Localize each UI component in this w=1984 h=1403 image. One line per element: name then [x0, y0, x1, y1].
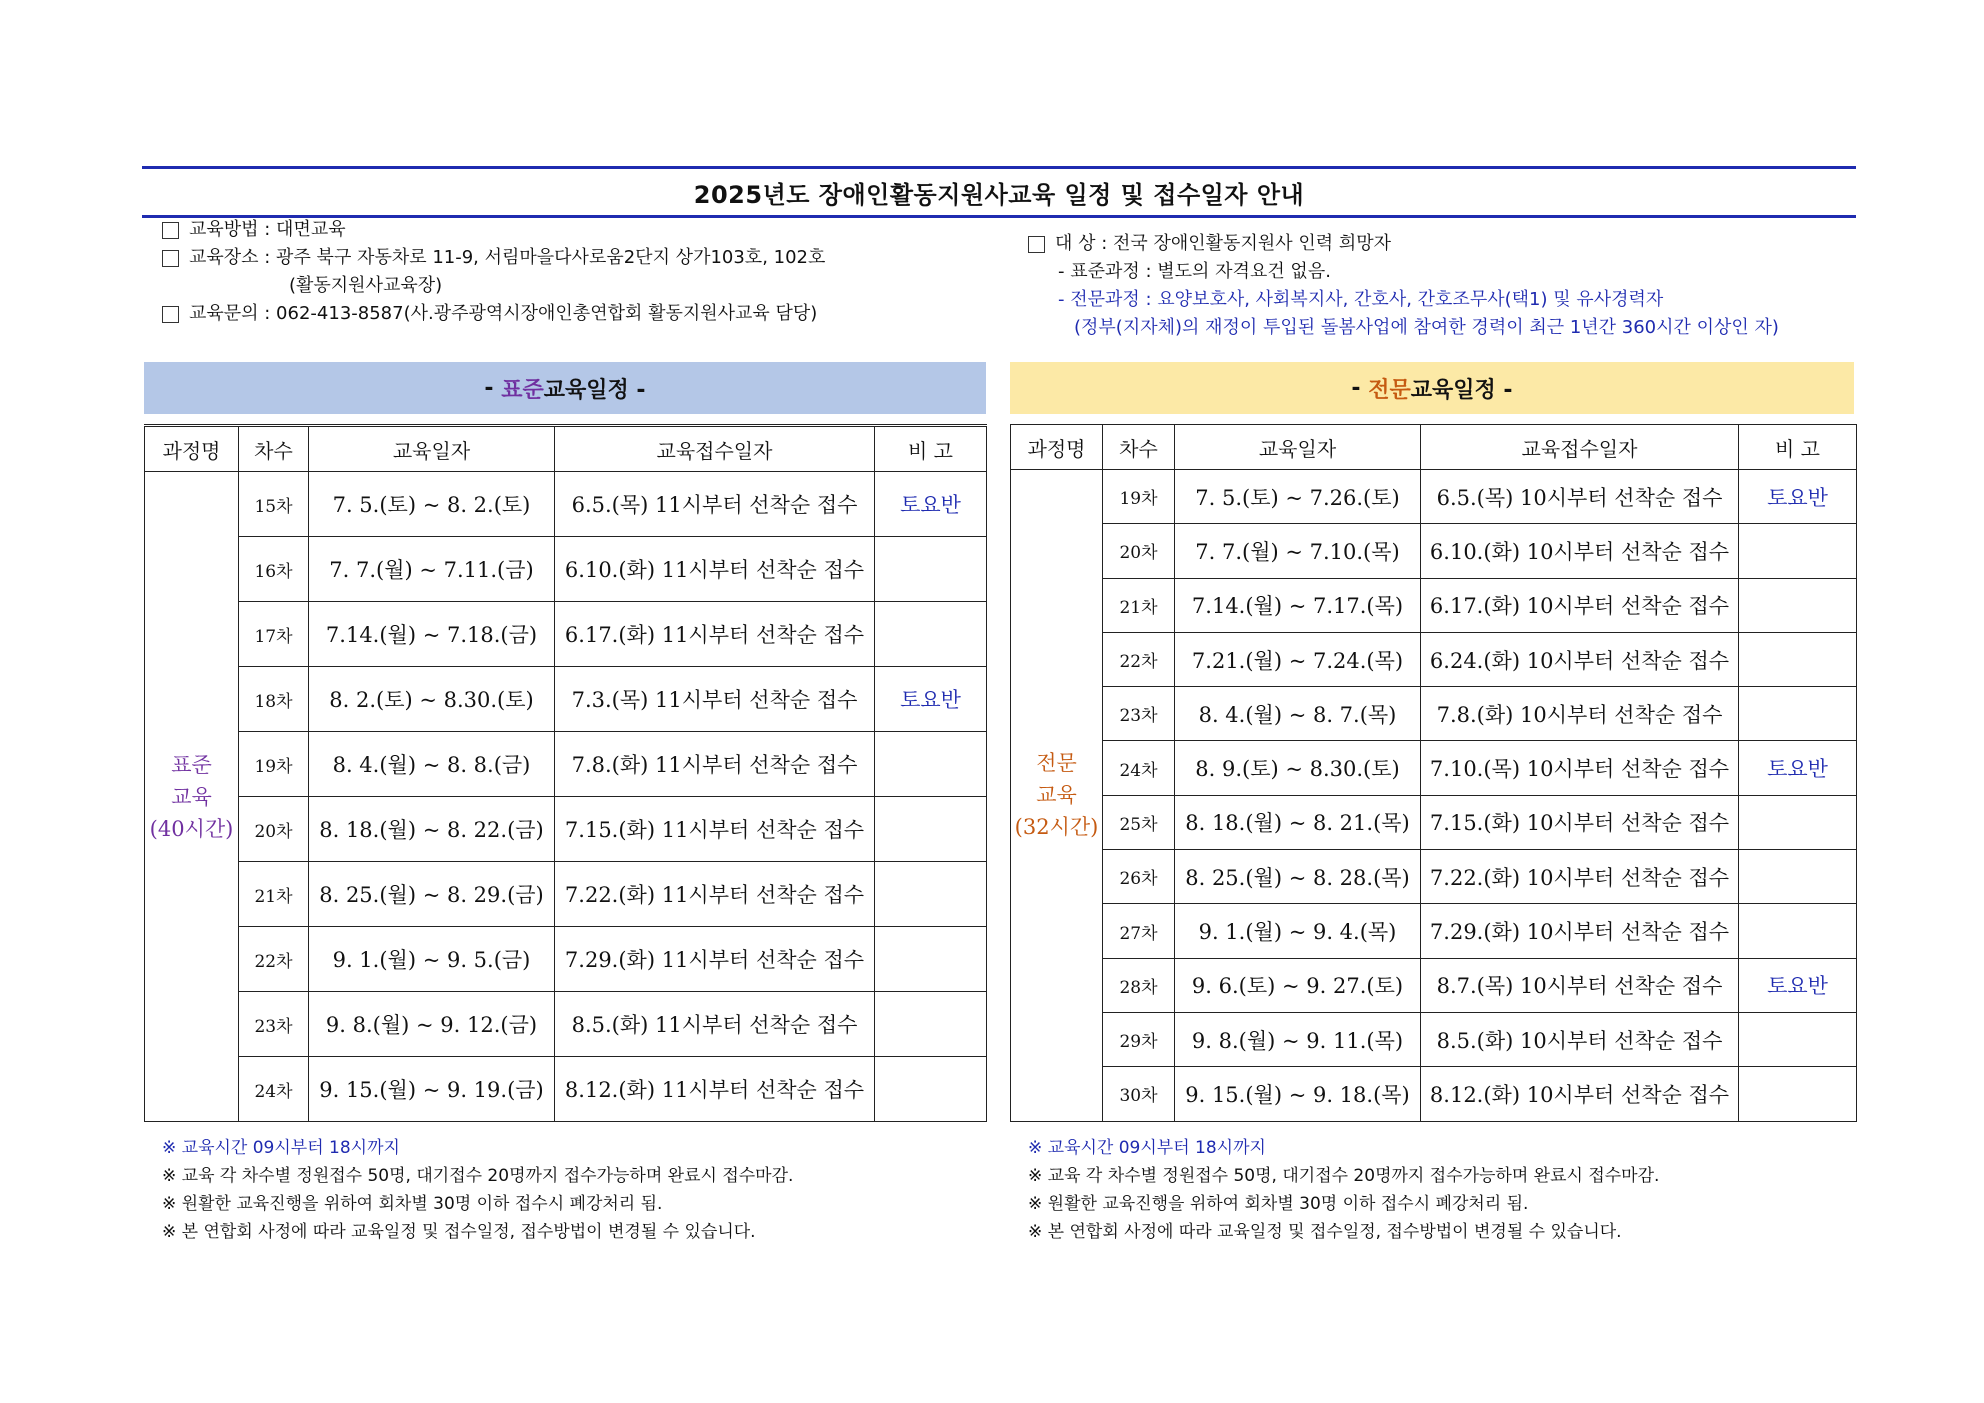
- date-cell: 8. 9.(토) ~ 8.30.(토): [1175, 741, 1421, 795]
- round-cell: 16차: [239, 537, 309, 602]
- course-name-line: 표준: [171, 752, 212, 777]
- registration-cell: 7.15.(화) 11시부터 선착순 접수: [555, 797, 875, 862]
- round-cell: 26차: [1103, 850, 1175, 904]
- round-cell: 22차: [1103, 632, 1175, 686]
- header-course: 과정명: [1011, 425, 1103, 470]
- course-name-cell: [1011, 470, 1103, 1122]
- note-cell: [1739, 795, 1857, 849]
- table-row: [1011, 958, 1857, 1012]
- registration-cell: 8.5.(화) 11시부터 선착순 접수: [555, 992, 875, 1057]
- date-cell: 7. 5.(토) ~ 7.26.(토): [1175, 470, 1421, 524]
- header-note: 비 고: [875, 426, 987, 472]
- info-contact: 교육문의 : 062-413-8587(사.광주광역시장애인총연합회 활동지원사교육 담당): [189, 303, 818, 324]
- round-cell: 22차: [239, 927, 309, 992]
- note-cell: 토요반: [875, 472, 987, 537]
- expert-schedule-table: [1010, 424, 1857, 1122]
- date-cell: 9. 1.(월) ~ 9. 5.(금): [309, 927, 555, 992]
- round-cell: 28차: [1103, 958, 1175, 1012]
- info-expert: - 전문과정 : 요양보호사, 사회복지사, 간호사, 간호조무사(택1) 및 유사경력자: [1058, 289, 1664, 310]
- table-row: [145, 537, 987, 602]
- date-cell: 9. 8.(월) ~ 9. 11.(목): [1175, 1012, 1421, 1066]
- round-cell: 19차: [239, 732, 309, 797]
- registration-cell: 6.10.(화) 10시부터 선착순 접수: [1421, 524, 1739, 578]
- date-cell: 8. 18.(월) ~ 8. 22.(금): [309, 797, 555, 862]
- note-cell: [1739, 687, 1857, 741]
- page-title: 2025년도 장애인활동지원사교육 일정 및 접수일자 안내: [693, 180, 1305, 209]
- date-cell: 8. 2.(토) ~ 8.30.(토): [309, 667, 555, 732]
- round-cell: 23차: [239, 992, 309, 1057]
- round-cell: 21차: [1103, 578, 1175, 632]
- registration-cell: 7.22.(화) 11시부터 선착순 접수: [555, 862, 875, 927]
- registration-cell: 6.17.(화) 11시부터 선착순 접수: [555, 602, 875, 667]
- date-cell: 9. 15.(월) ~ 9. 18.(목): [1175, 1067, 1421, 1121]
- note-line: ※ 교육 각 차수별 정원접수 50명, 대기접수 20명까지 접수가능하며 완료시 접수마감.: [1028, 1166, 1660, 1186]
- registration-cell: 7.10.(목) 10시부터 선착순 접수: [1421, 741, 1739, 795]
- info-right: [1028, 230, 1779, 342]
- registration-cell: 7.29.(화) 11시부터 선착순 접수: [555, 927, 875, 992]
- note-line: ※ 본 연합회 사정에 따라 교육일정 및 접수일정, 접수방법이 변경될 수 있습니다.: [1028, 1222, 1622, 1242]
- info-method: 교육방법 : 대면교육: [189, 219, 346, 240]
- note-line: ※ 원활한 교육진행을 위하여 회차별 30명 이하 접수시 폐강처리 됨.: [162, 1194, 663, 1214]
- round-cell: 24차: [1103, 741, 1175, 795]
- expert-banner-rest: 교육일정 -: [1410, 377, 1513, 403]
- expert-banner: [1010, 362, 1854, 414]
- round-cell: 23차: [1103, 687, 1175, 741]
- note-cell: [875, 992, 987, 1057]
- header-round: 차수: [1103, 425, 1175, 470]
- info-target: 대 상 : 전국 장애인활동지원사 인력 희망자: [1055, 233, 1391, 254]
- page-title-bar: [142, 166, 1856, 218]
- standard-banner-prefix: -: [484, 375, 494, 401]
- round-cell: 24차: [239, 1057, 309, 1122]
- checkbox-icon: [162, 250, 179, 267]
- date-cell: 9. 6.(토) ~ 9. 27.(토): [1175, 958, 1421, 1012]
- header-registration: 교육접수일자: [555, 426, 875, 472]
- info-place-sub: (활동지원사교육장): [289, 275, 443, 296]
- table-row: [1011, 850, 1857, 904]
- table-row: [1011, 632, 1857, 686]
- course-name-line: (40시간): [149, 816, 234, 841]
- note-line: ※ 원활한 교육진행을 위하여 회차별 30명 이하 접수시 폐강처리 됨.: [1028, 1194, 1529, 1214]
- note-line: ※ 교육시간 09시부터 18시까지: [1028, 1138, 1266, 1158]
- standard-banner-rest: 교육일정 -: [543, 377, 646, 403]
- note-cell: [875, 927, 987, 992]
- registration-cell: 6.10.(화) 11시부터 선착순 접수: [555, 537, 875, 602]
- standard-schedule-table: [144, 424, 987, 1122]
- date-cell: 8. 18.(월) ~ 8. 21.(목): [1175, 795, 1421, 849]
- table-row: [1011, 1067, 1857, 1121]
- note-cell: [1739, 904, 1857, 958]
- course-name-line: 교육: [1036, 783, 1077, 808]
- info-left: [162, 216, 825, 328]
- note-cell: [1739, 1067, 1857, 1121]
- date-cell: 7. 5.(토) ~ 8. 2.(토): [309, 472, 555, 537]
- date-cell: 7.14.(월) ~ 7.18.(금): [309, 602, 555, 667]
- note-cell: [1739, 850, 1857, 904]
- header-date: 교육일자: [309, 426, 555, 472]
- header-date: 교육일자: [1175, 425, 1421, 470]
- expert-banner-accent: 전문: [1368, 377, 1411, 403]
- note-cell: 토요반: [1739, 741, 1857, 795]
- note-cell: [1739, 524, 1857, 578]
- header-registration: 교육접수일자: [1421, 425, 1739, 470]
- course-name-line: (32시간): [1014, 815, 1099, 840]
- table-row: [1011, 470, 1857, 524]
- table-row: [145, 472, 987, 537]
- table-row: [1011, 1012, 1857, 1066]
- round-cell: 19차: [1103, 470, 1175, 524]
- table-row: [1011, 578, 1857, 632]
- registration-cell: 8.12.(화) 11시부터 선착순 접수: [555, 1057, 875, 1122]
- registration-cell: 8.7.(목) 10시부터 선착순 접수: [1421, 958, 1739, 1012]
- note-cell: [1739, 578, 1857, 632]
- registration-cell: 7.29.(화) 10시부터 선착순 접수: [1421, 904, 1739, 958]
- note-cell: [1739, 1012, 1857, 1066]
- note-cell: 토요반: [1739, 958, 1857, 1012]
- round-cell: 20차: [239, 797, 309, 862]
- round-cell: 29차: [1103, 1012, 1175, 1066]
- table-row: [1011, 687, 1857, 741]
- note-cell: [1739, 632, 1857, 686]
- table-row: [1011, 741, 1857, 795]
- checkbox-icon: [162, 222, 179, 239]
- table-row: [1011, 524, 1857, 578]
- registration-cell: 7.22.(화) 10시부터 선착순 접수: [1421, 850, 1739, 904]
- date-cell: 9. 8.(월) ~ 9. 12.(금): [309, 992, 555, 1057]
- round-cell: 30차: [1103, 1067, 1175, 1121]
- registration-cell: 7.15.(화) 10시부터 선착순 접수: [1421, 795, 1739, 849]
- registration-cell: 7.8.(화) 11시부터 선착순 접수: [555, 732, 875, 797]
- checkbox-icon: [1028, 236, 1045, 253]
- header-course: 과정명: [145, 426, 239, 472]
- table-row: [145, 797, 987, 862]
- note-line: ※ 본 연합회 사정에 따라 교육일정 및 접수일정, 접수방법이 변경될 수 있습니다.: [162, 1222, 756, 1242]
- expert-banner-prefix: -: [1351, 375, 1361, 401]
- date-cell: 7.21.(월) ~ 7.24.(목): [1175, 632, 1421, 686]
- date-cell: 8. 4.(월) ~ 8. 8.(금): [309, 732, 555, 797]
- table-header-row: [1011, 425, 1857, 470]
- table-row: [1011, 904, 1857, 958]
- course-name-cell: [145, 472, 239, 1122]
- header-round: 차수: [239, 426, 309, 472]
- date-cell: 7.14.(월) ~ 7.17.(목): [1175, 578, 1421, 632]
- registration-cell: 6.24.(화) 10시부터 선착순 접수: [1421, 632, 1739, 686]
- table-row: [145, 1057, 987, 1122]
- registration-cell: 8.5.(화) 10시부터 선착순 접수: [1421, 1012, 1739, 1066]
- info-expert-sub: (정부(지자체)의 재정이 투입된 돌봄사업에 참여한 경력이 최근 1년간 360시간 이상인 자): [1074, 317, 1779, 338]
- table-row: [145, 602, 987, 667]
- header-note: 비 고: [1739, 425, 1857, 470]
- round-cell: 21차: [239, 862, 309, 927]
- date-cell: 8. 25.(월) ~ 8. 29.(금): [309, 862, 555, 927]
- note-cell: [875, 862, 987, 927]
- course-name-line: 교육: [171, 784, 212, 809]
- note-cell: [875, 537, 987, 602]
- course-name-line: 전문: [1036, 751, 1077, 776]
- standard-notes: [162, 1134, 793, 1246]
- round-cell: 18차: [239, 667, 309, 732]
- date-cell: 8. 4.(월) ~ 8. 7.(목): [1175, 687, 1421, 741]
- note-cell: [875, 797, 987, 862]
- registration-cell: 7.3.(목) 11시부터 선착순 접수: [555, 667, 875, 732]
- registration-cell: 7.8.(화) 10시부터 선착순 접수: [1421, 687, 1739, 741]
- note-cell: [875, 732, 987, 797]
- registration-cell: 6.17.(화) 10시부터 선착순 접수: [1421, 578, 1739, 632]
- standard-banner: [144, 362, 986, 414]
- table-row: [145, 862, 987, 927]
- info-standard: - 표준과정 : 별도의 자격요건 없음.: [1058, 261, 1331, 282]
- table-header-row: [145, 426, 987, 472]
- date-cell: 8. 25.(월) ~ 8. 28.(목): [1175, 850, 1421, 904]
- date-cell: 9. 1.(월) ~ 9. 4.(목): [1175, 904, 1421, 958]
- note-cell: [875, 602, 987, 667]
- note-line: ※ 교육 각 차수별 정원접수 50명, 대기접수 20명까지 접수가능하며 완료시 접수마감.: [162, 1166, 794, 1186]
- date-cell: 9. 15.(월) ~ 9. 19.(금): [309, 1057, 555, 1122]
- note-cell: [875, 1057, 987, 1122]
- round-cell: 20차: [1103, 524, 1175, 578]
- round-cell: 27차: [1103, 904, 1175, 958]
- note-cell: 토요반: [875, 667, 987, 732]
- registration-cell: 6.5.(목) 11시부터 선착순 접수: [555, 472, 875, 537]
- table-row: [145, 992, 987, 1057]
- table-row: [145, 927, 987, 992]
- date-cell: 7. 7.(월) ~ 7.10.(목): [1175, 524, 1421, 578]
- table-row: [145, 667, 987, 732]
- round-cell: 25차: [1103, 795, 1175, 849]
- table-row: [1011, 795, 1857, 849]
- expert-notes: [1028, 1134, 1659, 1246]
- checkbox-icon: [162, 306, 179, 323]
- standard-banner-accent: 표준: [501, 377, 544, 403]
- table-row: [145, 732, 987, 797]
- note-cell: 토요반: [1739, 470, 1857, 524]
- registration-cell: 6.5.(목) 10시부터 선착순 접수: [1421, 470, 1739, 524]
- round-cell: 15차: [239, 472, 309, 537]
- date-cell: 7. 7.(월) ~ 7.11.(금): [309, 537, 555, 602]
- note-line: ※ 교육시간 09시부터 18시까지: [162, 1138, 400, 1158]
- registration-cell: 8.12.(화) 10시부터 선착순 접수: [1421, 1067, 1739, 1121]
- info-place: 교육장소 : 광주 북구 자동차로 11-9, 서림마을다사로움2단지 상가103호, 102호: [189, 247, 826, 268]
- round-cell: 17차: [239, 602, 309, 667]
